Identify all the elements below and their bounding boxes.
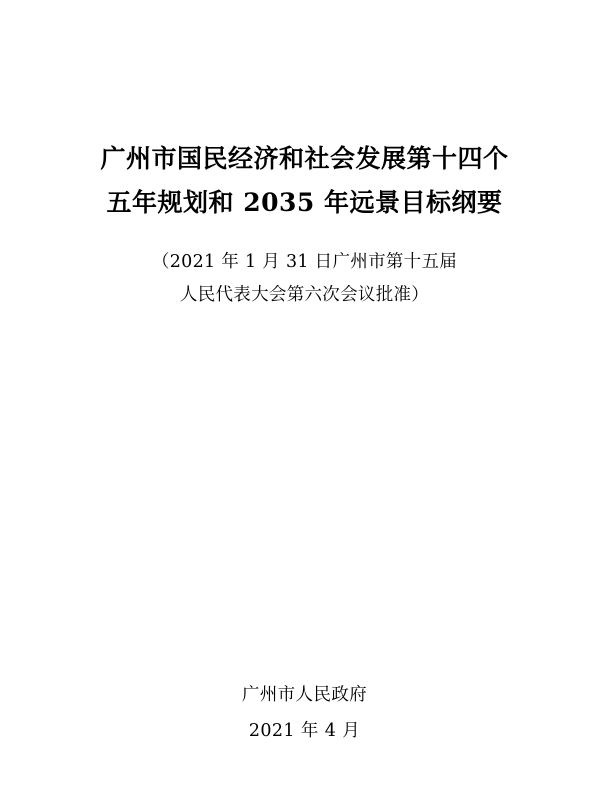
footer-block [0, 677, 609, 751]
page-title-line-2: 五年规划和 2035 年远景目标纲要 [106, 187, 503, 217]
page-title-line-1: 广州市国民经济和社会发展第十四个 [100, 143, 509, 173]
page-subtitle [60, 246, 549, 311]
publication-date: 2021 年 4 月 [248, 721, 361, 742]
issuer-name: 广州市人民政府 [241, 684, 368, 705]
title-block [0, 120, 609, 311]
page-subtitle-line-1: （2021 年 1 月 31 日广州市第十五届 [151, 252, 458, 273]
vertical-spacer [0, 311, 609, 677]
page-subtitle-line-2: 人民代表大会第六次会议批准） [179, 284, 430, 305]
page-title [60, 137, 549, 225]
